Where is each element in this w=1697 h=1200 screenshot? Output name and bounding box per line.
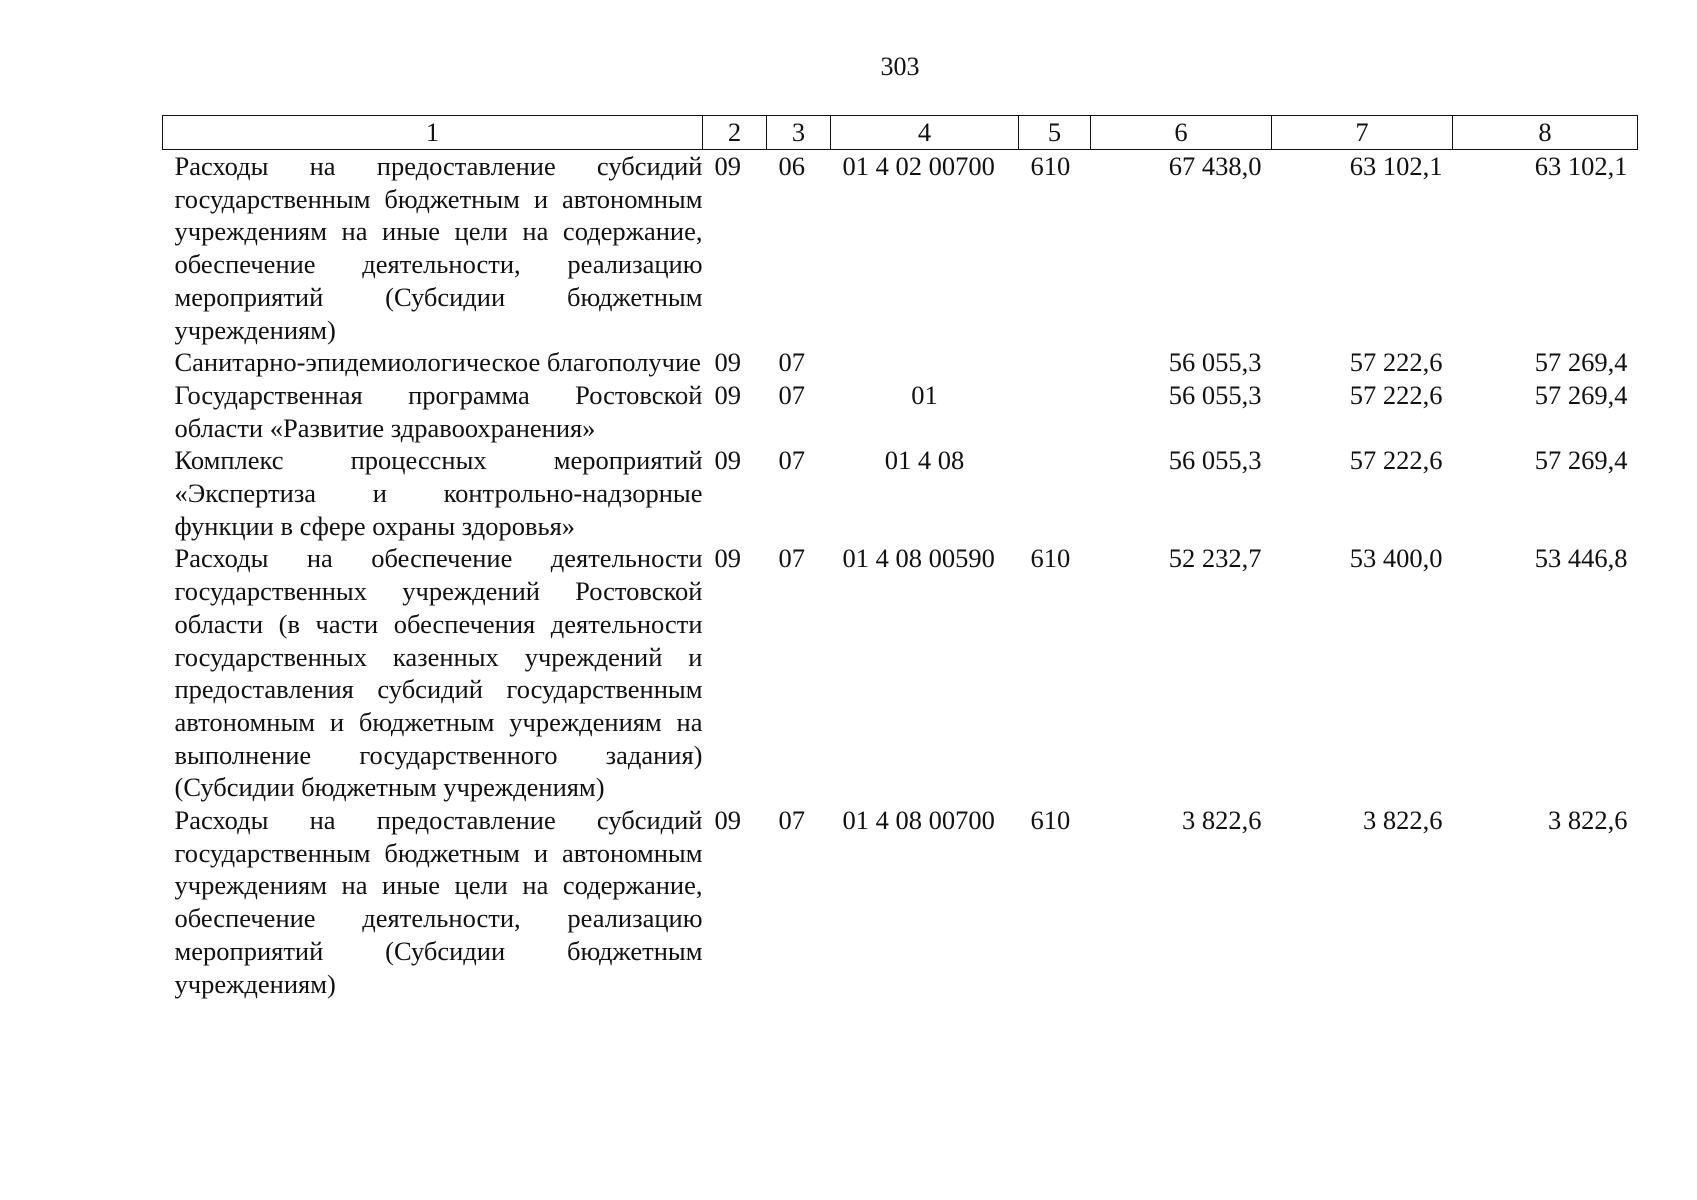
row-description: Расходы на обеспечение деятельности государственных учреждений Ростовской области (в части обеспечения деятельности государственных казенных учреждений и предоставления субсидий государственным автономным и бюджетным учреждениям на выполнение государственного задания) (Субсидии бюджетным учреждениям): [174, 543, 703, 803]
target-article-code: 01 4 08 00590: [842, 543, 995, 574]
column-header: 7: [1272, 116, 1453, 150]
table-header-row: [163, 116, 1638, 150]
subsection-code: 07: [778, 543, 805, 574]
row-description: Государственная программа Ростовской области «Развитие здравоохранения»: [174, 379, 703, 443]
row-description: Комплекс процессных мероприятий «Экспертиза и контрольно-надзорные функции в сфере охраны здоровья»: [174, 445, 703, 541]
section-code: 09: [714, 379, 741, 410]
amount-col-7: 63 102,1: [1349, 151, 1443, 181]
column-header: 4: [831, 116, 1019, 150]
table-row: [163, 542, 1638, 804]
amount-col-8: 57 269,4: [1534, 347, 1628, 378]
amount-col-8: 57 269,4: [1534, 445, 1628, 476]
amount-col-7: 3 822,6: [1363, 805, 1443, 836]
table-row: [163, 444, 1638, 542]
column-header: 8: [1453, 116, 1638, 150]
amount-col-6: 56 055,3: [1168, 445, 1262, 476]
budget-table: [162, 115, 1638, 1000]
column-header: 2: [703, 116, 767, 150]
table-row: [163, 346, 1638, 379]
amount-col-6: 52 232,7: [1168, 543, 1262, 574]
subsection-code: 07: [778, 347, 805, 378]
amount-col-8: 3 822,6: [1548, 805, 1628, 836]
target-article-code: 01 4 02 00700: [842, 151, 995, 181]
row-description: Санитарно-эпидемиологическое благополучие: [174, 347, 701, 378]
column-header: 5: [1019, 116, 1091, 150]
expense-type-code: [1019, 379, 1091, 444]
expense-type-code: [1019, 444, 1091, 542]
section-code: 09: [714, 543, 741, 574]
amount-col-7: 57 222,6: [1349, 445, 1443, 476]
amount-col-8: 57 269,4: [1534, 379, 1628, 410]
page-number: 303: [880, 52, 920, 81]
section-code: 09: [714, 151, 741, 181]
target-article-code: 01 4 08 00700: [842, 805, 995, 836]
table-row: [163, 804, 1638, 1000]
target-article-code: 01: [911, 379, 938, 410]
expense-type-code: 610: [1030, 151, 1071, 181]
expense-type-code: 610: [1030, 543, 1071, 574]
section-code: 09: [714, 445, 741, 476]
column-header: 6: [1091, 116, 1272, 150]
amount-col-7: 57 222,6: [1349, 347, 1443, 378]
row-description: Расходы на предоставление субсидий государственным бюджетным и автономным учреждениям на иные цели на содержание, обеспечение деятельности, реализацию мероприятий (Субсидии бюджетным учреждениям): [174, 151, 703, 345]
amount-col-7: 57 222,6: [1349, 379, 1443, 410]
amount-col-6: 67 438,0: [1168, 151, 1262, 181]
subsection-code: 06: [778, 151, 805, 181]
section-code: 09: [714, 805, 741, 836]
amount-col-6: 56 055,3: [1168, 379, 1262, 410]
amount-col-7: 53 400,0: [1349, 543, 1443, 574]
target-article-code: [831, 346, 1019, 379]
row-description: Расходы на предоставление субсидий государственным бюджетным и автономным учреждениям на иные цели на содержание, обеспечение деятельности, реализацию мероприятий (Субсидии бюджетным учреждениям): [174, 805, 703, 999]
subsection-code: 07: [778, 445, 805, 476]
expense-type-code: 610: [1030, 805, 1071, 836]
subsection-code: 07: [778, 379, 805, 410]
table-row: [163, 150, 1638, 347]
target-article-code: 01 4 08: [884, 445, 965, 476]
amount-col-8: 53 446,8: [1534, 543, 1628, 574]
amount-col-6: 56 055,3: [1168, 347, 1262, 378]
column-header: 1: [163, 116, 703, 150]
expense-type-code: [1019, 346, 1091, 379]
subsection-code: 07: [778, 805, 805, 836]
amount-col-6: 3 822,6: [1182, 805, 1262, 836]
column-header: 3: [767, 116, 831, 150]
table-row: [163, 379, 1638, 444]
amount-col-8: 63 102,1: [1534, 151, 1628, 181]
section-code: 09: [714, 347, 741, 378]
